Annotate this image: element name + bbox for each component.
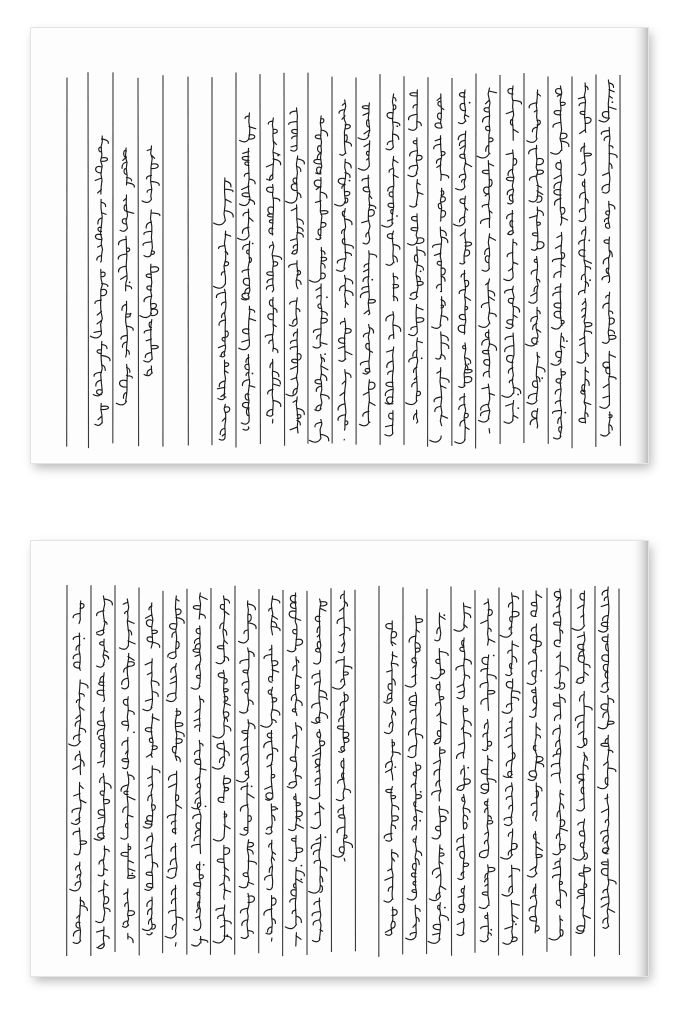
handwritten-column bbox=[479, 599, 496, 942]
handwritten-column bbox=[261, 596, 280, 941]
handwritten-column bbox=[214, 178, 234, 440]
handwritten-column bbox=[90, 136, 110, 425]
handwritten-column bbox=[358, 103, 377, 426]
ruled-line bbox=[284, 73, 285, 446]
handwritten-column bbox=[265, 118, 281, 423]
handwritten-column bbox=[527, 591, 544, 933]
ruled-line bbox=[451, 586, 452, 955]
handwritten-column bbox=[140, 146, 160, 376]
ruled-line bbox=[88, 72, 89, 448]
handwritten-column bbox=[285, 593, 304, 946]
handwritten-column bbox=[502, 86, 522, 423]
handwritten-column bbox=[477, 88, 496, 433]
handwritten-column bbox=[69, 601, 88, 943]
manuscript-page-1 bbox=[31, 28, 648, 463]
handwritten-column bbox=[577, 83, 592, 423]
handwritten-column bbox=[428, 613, 448, 943]
handwritten-column bbox=[572, 591, 592, 933]
handwritten-column bbox=[454, 603, 471, 936]
handwritten-column bbox=[94, 596, 112, 949]
handwritten-column bbox=[286, 108, 305, 433]
handwritten-column bbox=[598, 587, 616, 928]
handwritten-column bbox=[406, 90, 425, 423]
manuscript-page-2 bbox=[31, 541, 648, 976]
handwritten-column bbox=[212, 596, 231, 943]
handwritten-column bbox=[526, 90, 545, 428]
handwritten-column bbox=[237, 601, 257, 938]
handwritten-column bbox=[142, 603, 159, 935]
ruled-line bbox=[210, 588, 211, 955]
handwritten-column bbox=[116, 148, 134, 405]
handwritten-column bbox=[335, 100, 354, 440]
handwritten-column bbox=[382, 94, 401, 436]
handwritten-column bbox=[309, 116, 329, 442]
handwritten-column bbox=[384, 621, 400, 935]
handwritten-column bbox=[599, 80, 617, 436]
handwritten-column bbox=[500, 593, 520, 944]
page-2-handwriting-canvas bbox=[31, 541, 648, 976]
handwritten-column bbox=[454, 90, 473, 443]
handwritten-column bbox=[549, 589, 568, 940]
handwritten-column bbox=[165, 596, 184, 946]
handwritten-column bbox=[191, 593, 208, 946]
handwritten-column bbox=[309, 599, 328, 942]
handwritten-column bbox=[430, 94, 449, 442]
page-1-handwriting-canvas bbox=[31, 28, 648, 463]
handwritten-column bbox=[551, 86, 569, 439]
handwritten-column bbox=[405, 616, 423, 940]
handwritten-column bbox=[120, 599, 136, 943]
ruled-line bbox=[138, 78, 139, 446]
handwritten-column bbox=[333, 591, 353, 861]
handwritten-column bbox=[238, 113, 256, 430]
